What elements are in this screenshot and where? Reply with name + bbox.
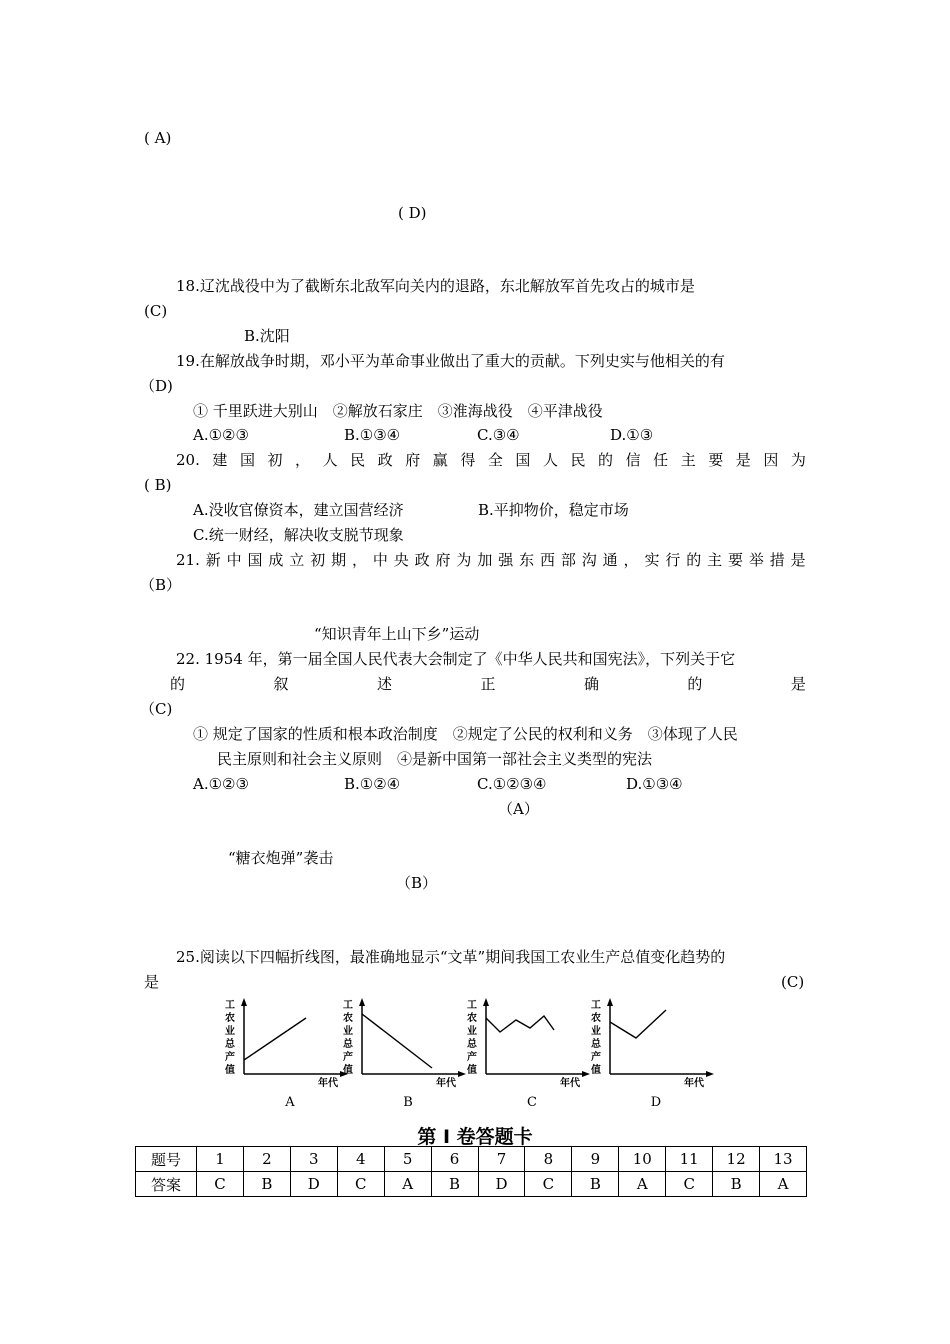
q22-option-b: B.①②④ (344, 775, 401, 793)
y-axis-label-char: 业 (225, 1026, 235, 1037)
answer-cell: B (431, 1172, 478, 1197)
q21-answer: （B） (140, 576, 182, 594)
char: 沟 (581, 551, 597, 569)
char: 国 (239, 451, 255, 469)
char: 民 (570, 451, 586, 469)
y-axis-label-char: 产 (343, 1052, 353, 1063)
q18-option-b: B.沈阳 (244, 327, 290, 345)
sugar-bullets-line: “糖衣炮弹”袭击 (228, 849, 334, 867)
y-axis-arrow (483, 998, 489, 1006)
y-axis-label-char: 工 (591, 1000, 601, 1011)
y-axis-label-char: 农 (343, 1013, 353, 1024)
trend-line (244, 1018, 306, 1060)
y-axis-label-char: 工 (467, 1000, 477, 1011)
q20-option-a: A.没收官僚资本，建立国营经济 (193, 501, 404, 519)
char: 央 (393, 551, 409, 569)
char: ， (295, 451, 311, 469)
y-axis-label-char: 值 (467, 1065, 477, 1076)
answer-cell: A (760, 1172, 807, 1197)
char: 加 (477, 551, 493, 569)
char: 成 (268, 551, 284, 569)
char: 要 (708, 451, 724, 469)
char: 通 (602, 551, 618, 569)
answer-d-top: ( D) (398, 204, 427, 222)
char: 强 (498, 551, 514, 569)
answer-cell: B (572, 1172, 619, 1197)
char: 述 (376, 675, 392, 693)
x-axis-label: 年代 (318, 1078, 338, 1089)
q20-text (176, 450, 806, 470)
chart-b (342, 998, 466, 1110)
char: 是 (735, 451, 751, 469)
y-axis-label-char: 工 (343, 1000, 353, 1011)
q22-option-a: A.①②③ (193, 775, 249, 793)
q21-option-line: “知识青年上山下乡”运动 (314, 625, 480, 643)
question-number-cell: 7 (478, 1147, 525, 1172)
char: 人 (322, 451, 338, 469)
char: 初 (310, 551, 326, 569)
y-axis-label-char: 业 (591, 1026, 601, 1037)
y-axis-label-char: 农 (591, 1013, 601, 1024)
chart-title: B (403, 1095, 413, 1110)
y-axis-label-char: 总 (467, 1039, 477, 1050)
q25-text: 25.阅读以下四幅折线图，最准确地显示“文革”期间我国工农业生产总值变化趋势的 (176, 948, 726, 966)
char: 实 (644, 551, 660, 569)
char: 新 (205, 551, 221, 569)
answer-cell: B (243, 1172, 290, 1197)
char: 建 (212, 451, 228, 469)
y-axis-label-char: 总 (343, 1039, 353, 1050)
q22-line2 (170, 674, 806, 694)
char: 确 (583, 675, 599, 693)
question-number-cell: 11 (666, 1147, 713, 1172)
char: 正 (480, 675, 496, 693)
char: 行 (665, 551, 681, 569)
q20-answer: ( B) (144, 476, 172, 494)
trend-line (362, 1014, 432, 1068)
char: ， (623, 551, 639, 569)
chart-title: C (527, 1095, 537, 1110)
char: 东 (519, 551, 535, 569)
char: 国 (247, 551, 263, 569)
question-number-cell: 6 (431, 1147, 478, 1172)
y-axis-label-char: 业 (467, 1026, 477, 1037)
y-axis-label-char: 值 (225, 1065, 235, 1076)
char: 全 (487, 451, 503, 469)
char: 的 (687, 675, 703, 693)
q19-text: 19.在解放战争时期，邓小平为革命事业做出了重大的贡献。下列史实与他相关的有 (176, 352, 725, 370)
row-label-answer: 答案 (136, 1172, 197, 1197)
question-number-cell: 9 (572, 1147, 619, 1172)
char: 立 (289, 551, 305, 569)
char: 是 (790, 551, 806, 569)
char: 信 (625, 451, 641, 469)
answer-cell: D (290, 1172, 337, 1197)
q19-items: ① 千里跃进大别山 ②解放石家庄 ③淮海战役 ④平津战役 (193, 402, 603, 420)
char: 主 (707, 551, 723, 569)
answer-a-top: ( A) (144, 129, 172, 147)
char: 是 (790, 675, 806, 693)
y-axis-arrow (241, 998, 247, 1006)
y-axis-label-char: 值 (343, 1065, 353, 1076)
chart-c (466, 998, 590, 1110)
q21-text (176, 550, 806, 570)
char: 民 (350, 451, 366, 469)
char: 赢 (432, 451, 448, 469)
char: 部 (560, 551, 576, 569)
chart-d (590, 998, 714, 1110)
y-axis-label-char: 值 (591, 1065, 601, 1076)
q20-option-c: C.统一财经，解决收支脱节现象 (193, 526, 404, 544)
char: 主 (680, 451, 696, 469)
answer-cell: A (384, 1172, 431, 1197)
question-number-row (136, 1147, 807, 1172)
chart-title: A (285, 1095, 295, 1110)
char: 叙 (273, 675, 289, 693)
row-label-number: 题号 (136, 1147, 197, 1172)
chart-a (224, 998, 348, 1110)
answer-cell: C (666, 1172, 713, 1197)
q20-option-b: B.平抑物价，稳定市场 (478, 501, 629, 519)
q19-option-c: C.③④ (477, 426, 520, 444)
char: 中 (372, 551, 388, 569)
y-axis-label-char: 总 (225, 1039, 235, 1050)
char: 举 (748, 551, 764, 569)
char: ， (351, 551, 367, 569)
char: 21. (176, 551, 200, 569)
q25-line2: 是 (144, 973, 160, 991)
question-number-cell: 2 (243, 1147, 290, 1172)
x-axis-label: 年代 (560, 1078, 580, 1089)
char: 的 (598, 451, 614, 469)
x-axis-arrow (582, 1071, 590, 1077)
char: 因 (763, 451, 779, 469)
char: 得 (460, 451, 476, 469)
answer-cell: C (337, 1172, 384, 1197)
answer-cell: C (525, 1172, 572, 1197)
y-axis-arrow (607, 998, 613, 1006)
char: 要 (728, 551, 744, 569)
q19-option-a: A.①②③ (193, 426, 249, 444)
q22-answer: （C) (140, 700, 173, 718)
answer-card-table (135, 1146, 807, 1197)
char: 初 (267, 451, 283, 469)
char: 国 (515, 451, 531, 469)
q18-text: 18.辽沈战役中为了截断东北敌军向关内的退路，东北解放军首先攻占的城市是 (176, 277, 695, 295)
question-number-cell: 4 (337, 1147, 384, 1172)
y-axis-label-char: 农 (225, 1013, 235, 1024)
answer-cell: C (197, 1172, 244, 1197)
question-number-cell: 3 (290, 1147, 337, 1172)
char: 人 (542, 451, 558, 469)
y-axis-label-char: 产 (591, 1052, 601, 1063)
char: 20. (176, 451, 200, 469)
q19-option-b: B.①③④ (344, 426, 401, 444)
answer-a-mid: （A） (498, 800, 539, 818)
q18-answer: (C) (144, 302, 168, 320)
y-axis-label-char: 农 (467, 1013, 477, 1024)
q25-answer: (C) (781, 973, 805, 991)
question-number-cell: 8 (525, 1147, 572, 1172)
question-number-cell: 10 (619, 1147, 666, 1172)
trend-charts (220, 996, 740, 1114)
char: 为 (456, 551, 472, 569)
answer-cell: B (713, 1172, 760, 1197)
y-axis-label-char: 业 (343, 1026, 353, 1037)
x-axis-label: 年代 (436, 1078, 456, 1089)
q22-option-d: D.①③④ (626, 775, 683, 793)
trend-line (486, 1016, 554, 1032)
y-axis-label-char: 产 (467, 1052, 477, 1063)
char: 期 (331, 551, 347, 569)
char: 的 (686, 551, 702, 569)
q19-option-d: D.①③ (610, 426, 654, 444)
char: 政 (377, 451, 393, 469)
question-number-cell: 13 (760, 1147, 807, 1172)
y-axis-arrow (359, 998, 365, 1006)
char: 政 (414, 551, 430, 569)
answer-card-title: 第 I 卷答题卡 (417, 1126, 533, 1148)
char: 的 (170, 675, 186, 693)
question-number-cell: 1 (197, 1147, 244, 1172)
question-number-cell: 5 (384, 1147, 431, 1172)
y-axis-label-char: 产 (225, 1052, 235, 1063)
y-axis-label-char: 总 (591, 1039, 601, 1050)
char: 府 (405, 451, 421, 469)
answer-b-mid: （B） (396, 874, 438, 892)
char: 西 (539, 551, 555, 569)
q19-answer: （D) (140, 377, 173, 395)
char: 措 (769, 551, 785, 569)
y-axis-label-char: 工 (225, 1000, 235, 1011)
answer-row (136, 1172, 807, 1197)
answer-cell: A (619, 1172, 666, 1197)
char: 任 (653, 451, 669, 469)
question-number-cell: 12 (713, 1147, 760, 1172)
q22-items-1: ① 规定了国家的性质和根本政治制度 ②规定了公民的权利和义务 ③体现了人民 (193, 725, 738, 743)
answer-cell: D (478, 1172, 525, 1197)
trend-line (610, 1010, 666, 1038)
char: 为 (790, 451, 806, 469)
x-axis-label: 年代 (684, 1078, 704, 1089)
char: 府 (435, 551, 451, 569)
char: 中 (226, 551, 242, 569)
q22-items-2: 民主原则和社会主义原则 ④是新中国第一部社会主义类型的宪法 (217, 750, 653, 768)
q22-option-c: C.①②③④ (477, 775, 547, 793)
q22-text: 22. 1954 年，第一届全国人民代表大会制定了《中华人民共和国宪法》，下列关于它 (176, 650, 736, 668)
x-axis-arrow (458, 1071, 466, 1077)
x-axis-arrow (706, 1071, 714, 1077)
chart-title: D (650, 1095, 662, 1110)
